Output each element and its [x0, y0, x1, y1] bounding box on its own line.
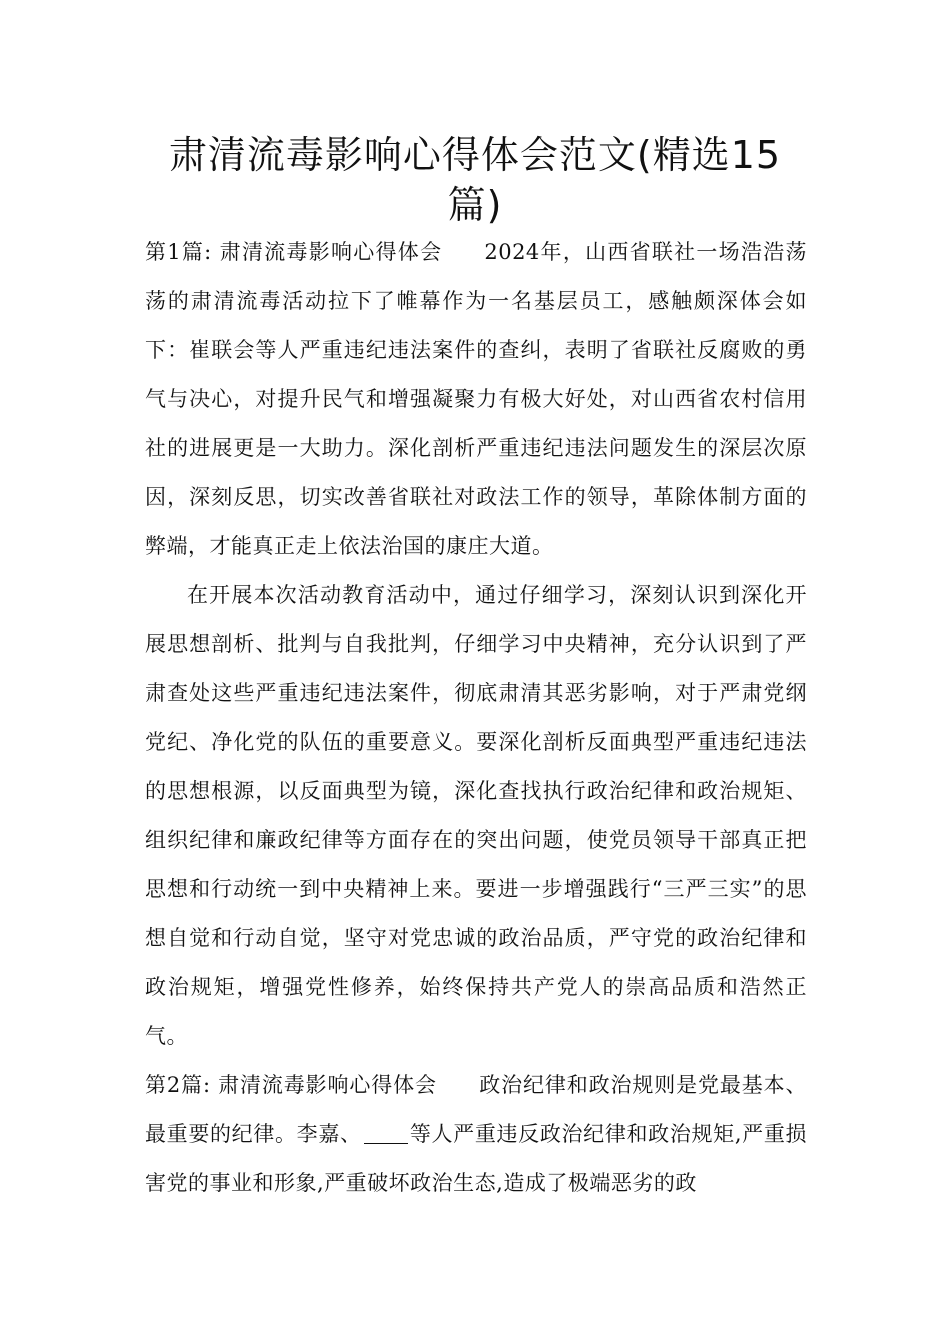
redacted-name-blank: [364, 1122, 408, 1144]
document-title-line1: 肃清流毒影响心得体会范文(精选15: [168, 133, 782, 177]
section-2-heading: 第2篇: 肃清流毒影响心得体会: [145, 1073, 437, 1097]
section-1-paragraph-2: 在开展本次活动教育活动中，通过仔细学习，深刻认识到深化开展思想剖析、批判与自我批判，仔细学习中央精神，充分认识到了严肃查处这些严重违纪违法案件，彻底肃清其恶劣影响，对于严肃党纲党纪、净化党的队伍的重要意义。要深化剖析反面典型严重违纪违法的思想根源，以反面典型为镜，深化查找执行政治纪律和政治规矩、组织纪律和廉政纪律等方面存在的突出问题，使党员领导干部真正把思想和行动统一到中央精神上来。要进一步增强践行“三严三实”的思想自觉和行动自觉，坚守对党忠诚的政治品质，严守党的政治纪律和政治规矩，增强党性修养，始终保持共产党人的崇高品质和浩然正气。: [145, 583, 807, 1048]
section-2-text-after-blank: 等人严重违反政治纪律和政治规矩,严重损害党的事业和形象,严重破坏政治生态,造成了极端恶劣的政: [145, 1122, 807, 1195]
section-1-paragraph-1: 2024年，山西省联社一场浩浩荡荡的肃清流毒活动拉下了帷幕作为一名基层员工，感触颇深体会如下：崔联会等人严重违纪违法案件的查纠，表明了省联社反腐败的勇气与决心，对提升民气和增强凝聚力有极大好处，对山西省农村信用社的进展更是一大助力。深化剖析严重违纪违法问题发生的深层次原因，深刻反思，切实改善省联社对政法工作的领导，革除体制方面的弊端，才能真正走上依法治国的康庄大道。: [145, 240, 807, 558]
section-2-first-paragraph: [145, 1061, 807, 1208]
section-2-text-before-blank: 政治纪律和政治规则是党最基本、最重要的纪律。李嘉、: [145, 1073, 807, 1146]
document-body: [145, 228, 807, 1208]
section-1-first-paragraph: [145, 228, 807, 571]
section-1-heading: 第1篇: 肃清流毒影响心得体会: [145, 240, 443, 264]
document-title-line2: 篇): [447, 183, 503, 227]
document-title: [140, 130, 810, 230]
